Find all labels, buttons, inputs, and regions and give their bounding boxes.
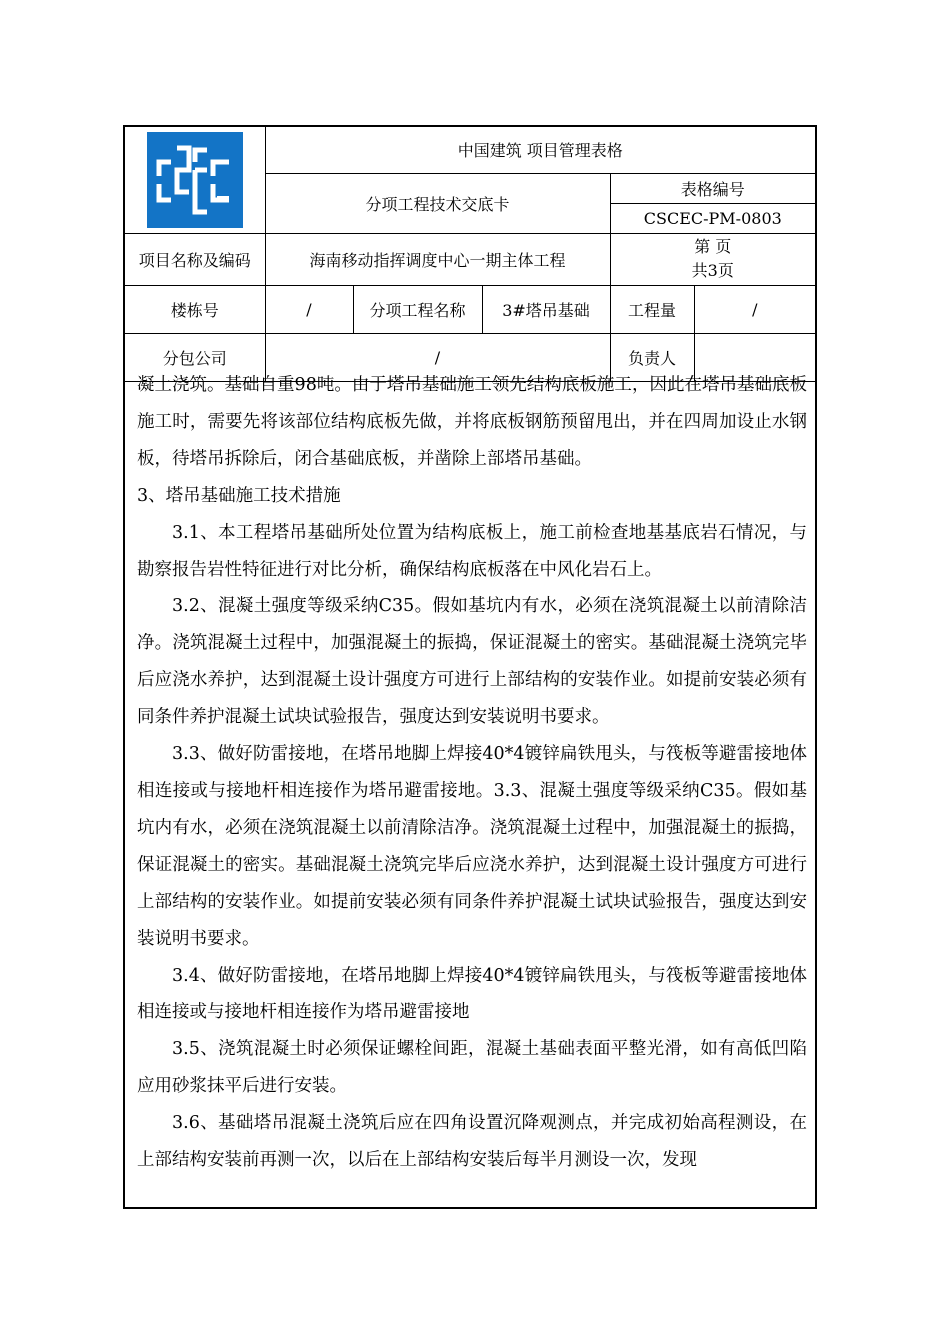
company-title: 中国建筑 项目管理表格	[265, 127, 815, 173]
building-value: /	[265, 285, 353, 333]
cscec-logo-icon	[147, 132, 243, 228]
total-pages: 共3页	[691, 261, 734, 280]
paragraph-3-6: 3.6、基础塔吊混凝土浇筑后应在四角设置沉降观测点，并完成初始高程测设，在上部结构安装前再测一次，以后在上部结构安装后每半月测设一次，发现	[137, 1113, 807, 1171]
quantity-label: 工程量	[610, 285, 694, 333]
paragraph-3-3: 3.3、做好防雷接地，在塔吊地脚上焊接40*4镀锌扁铁甩头，与筏板等避雷接地体相连接或与接地杆相连接作为塔吊避雷接地。3.3、混凝土强度等级采纳C35。假如基坑内有水，必须在浇筑混凝土以前清除洁净。浇筑混凝土过程中，加强混凝土的振捣，保证混凝土的密实。基础混凝土浇筑完毕后应浇水养护，达到混凝土设计强度方可进行上部结构的安装作业。如提前安装必须有同条件养护混凝土试块试验报告，强度达到安装说明书要求。	[137, 744, 807, 949]
project-name: 海南移动指挥调度中心一期主体工程	[265, 233, 610, 285]
paragraph-intro: 凝土浇筑。基础自重98吨。由于塔吊基础施工领先结构底板施工，因此在塔吊基础底板施工时，需要先将该部位结构底板先做，并将底板钢筋预留甩出，并在四周加设止水钢板，待塔吊拆除后，闭合基础底板，并凿除上部塔吊基础。	[137, 375, 807, 469]
section-heading-3: 3、塔吊基础施工技术措施	[137, 485, 341, 506]
paragraph-3-5: 3.5、浇筑混凝土时必须保证螺栓间距，混凝土基础表面平整光滑，如有高低凹陷应用砂浆抹平后进行安装。	[137, 1039, 807, 1097]
logo-cell	[125, 127, 265, 233]
form-number: CSCEC-PM-0803	[610, 203, 815, 233]
quantity-value: /	[694, 285, 815, 333]
form-number-label: 表格编号	[610, 173, 815, 203]
page-label: 第 页	[694, 237, 732, 256]
building-label: 楼栋号	[125, 285, 265, 333]
subitem-label: 分项工程名称	[353, 285, 482, 333]
paragraph-3-1: 3.1、本工程塔吊基础所处位置为结构底板上，施工前检查地基基底岩石情况，与勘察报告岩性特征进行对比分析，确保结构底板落在中风化岩石上。	[137, 522, 807, 580]
responsible-label: 负责人	[610, 333, 694, 381]
paragraph-3-2: 3.2、混凝土强度等级采纳C35。假如基坑内有水，必须在浇筑混凝土以前清除洁净。浇筑混凝土过程中，加强混凝土的振捣，保证混凝土的密实。基础混凝土浇筑完毕后应浇水养护，达到混凝土设计强度方可进行上部结构的安装作业。如提前安装必须有同条件养护混凝土试块试验报告，强度达到安装说明书要求。	[137, 596, 807, 728]
header-table	[125, 127, 815, 382]
page-info	[610, 233, 815, 285]
subcontractor-label: 分包公司	[125, 333, 265, 381]
paragraph-3-4: 3.4、做好防雷接地，在塔吊地脚上焊接40*4镀锌扁铁甩头，与筏板等避雷接地体相连接或与接地杆相连接作为塔吊避雷接地	[137, 965, 807, 1023]
document-frame	[123, 125, 817, 1209]
subcontractor-value: /	[265, 333, 610, 381]
subitem-value: 3#塔吊基础	[482, 285, 610, 333]
project-label: 项目名称及编码	[125, 233, 265, 285]
document-body	[137, 367, 807, 1179]
form-name: 分项工程技术交底卡	[265, 173, 610, 233]
